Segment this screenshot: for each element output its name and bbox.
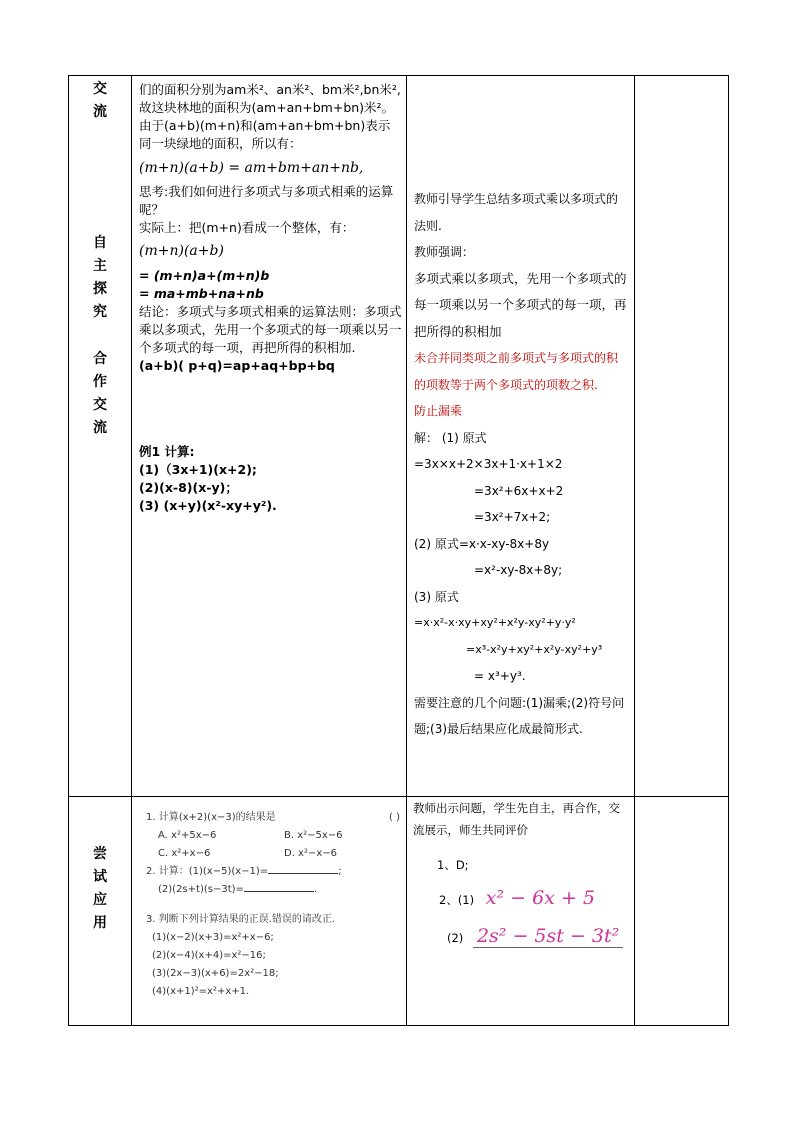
solution-1-line: =3x²+7x+2; (474, 510, 551, 524)
note-text: 未合并同类项之前多项式与多项式的积的项数等于两个多项式的项数之积. (414, 351, 619, 392)
answer-blank (268, 863, 338, 874)
prevent-text: 防止漏乘 (414, 404, 463, 418)
solution-3-line: =x·x²-x·xy+xy²+x²y-xy²+y·y² (414, 616, 576, 629)
answer-2-label: 2、(1) (439, 893, 475, 907)
example-item: (2)(x-8)(x-y)； (139, 480, 238, 495)
notes-cell (635, 797, 729, 1026)
thinking-question: 思考:我们如何进行多项式与多项式相乘的运算呢？ (139, 184, 394, 217)
same-area-text: 由于(a+b)(m+n)和(am+an+bm+bn)表示同一块绿地的面积，所以有： (139, 118, 391, 151)
question-2a: 2. 计算：(1)(x−5)(x−1)= (146, 866, 269, 877)
emphasis-label: 教师强调： (414, 245, 475, 259)
section-label-cell (69, 76, 132, 797)
exercise-image: 1. 计算(x+2)(x−3)的结果是 ( ) A. x²+5x−6 B. x²−5x−6 C. x²+x−6 D. x²−x−6 2. 计算：(1)(x−5)(x−1)= ; (2)(2s+t)(s−3t)= . 3. 判断下列计算结果的正误.错误的请改正. (1)(x−2)(x+3)=x²+x−6; (2)(x−4)(x+4)=x²−16; (3)(2x−3)(x+6)=2x²−18; (4)(x+1)²=x²+x+1. (132, 797, 406, 1001)
solution-3-line: =x³-x²y+xy²+x²y-xy²+y³ (466, 642, 603, 656)
question-3-item: (2)(x−4)(x+4)=x²−16; (152, 950, 266, 961)
teaching-content-cell (132, 76, 407, 797)
answer-2-value: x² − 6x + 5 (485, 887, 595, 909)
option-d: D. x²−x−6 (284, 848, 338, 859)
example-item: (1)（3x+1)(x+2); (139, 462, 257, 477)
exercise-cell (132, 797, 407, 1026)
solution-3-line: = x³+y³. (474, 669, 526, 683)
activity-intro: 教师出示问题，学生先自主，再合作，交流展示，师生共同评价 (413, 801, 620, 837)
solution-3-label: (3) 原式 (414, 589, 459, 604)
notes-cell (635, 76, 729, 797)
example-title: 例1 计算: (139, 444, 195, 459)
attention-text: 需要注意的几个问题:(1)漏乘;(2)符号问题;(3)最后结果应化成最简形式. (414, 695, 625, 736)
teacher-activity-cell (407, 76, 635, 797)
lesson-plan-table (68, 75, 729, 1026)
question-3: 3. 判断下列计算结果的正误.错误的请改正. (146, 914, 336, 925)
table-row (69, 76, 729, 797)
question-1: 1. 计算(x+2)(x−3)的结果是 (146, 812, 276, 823)
option-b: B. x²−5x−6 (284, 830, 343, 841)
expansion-step-1: = (m+n)a+(m+n)b (139, 268, 270, 283)
answer-1: 1、D; (437, 858, 469, 872)
answer-blank (244, 881, 314, 892)
answer-3-value: 2s² − 5st − 3t² (473, 925, 623, 948)
section-label-cell (69, 797, 132, 1026)
option-c: C. x²+x−6 (158, 848, 211, 859)
solution-2-line: (2) 原式=x·x-xy-8x+8y (414, 536, 550, 551)
answer-cell (407, 797, 635, 1026)
answer-3-label: (2) (447, 931, 464, 945)
expansion-step-2: = ma+mb+na+nb (139, 286, 264, 301)
general-formula: (a+b)( p+q)=ap+aq+bp+bq (139, 358, 335, 373)
formula-2: (m+n)(a+b) (139, 243, 224, 259)
practice-text: 实际上：把(m+n)看成一个整体，有： (139, 220, 355, 235)
solution-1-line: =3x²+6x+x+2 (474, 483, 564, 498)
question-3-item: (3)(2x−3)(x+6)=2x²−18; (152, 968, 279, 979)
conclusion-text: 结论：多项式与多项式相乘的运算法则：多项式乘以多项式，先用一个多项式的每一项乘以另一个多项式的每一项，再把所得的积相加. (139, 304, 402, 355)
question-2b: (2)(2s+t)(s−3t)= (158, 884, 244, 895)
guide-text: 教师引导学生总结多项式乘以多项式的法则. (414, 192, 619, 233)
area-intro-text: 们的面积分别为am米²、an米²、bm米²,bn米²,故这块林地的面积为(am+an+bm+bn)米²。 (139, 82, 401, 115)
solution-1-line: =3x×x+2×3x+1·x+1×2 (414, 457, 563, 471)
question-3-item: (1)(x−2)(x+3)=x²+x−6; (152, 932, 274, 943)
rule-text: 多项式乘以多项式，先用一个多项式的每一项乘以另一个多项式的每一项，再把所得的积相加 (414, 270, 627, 339)
section-label: 交 流 自 主 探 究 合 作 交 流 (93, 81, 107, 436)
section-label: 尝 试 应 用 (93, 846, 107, 931)
answer-bracket: ( ) (389, 812, 400, 823)
question-3-item: (4)(x+1)²=x²+x+1. (152, 986, 250, 997)
formula-1: (m+n)(a+b) = am+bm+an+nb, (139, 160, 364, 176)
table-row (69, 797, 729, 1026)
example-item: (3) (x+y)(x²-xy+y²). (139, 498, 277, 513)
solution-2-line: =x²-xy-8x+8y; (474, 563, 563, 577)
solution-label: 解： (1) 原式 (414, 430, 487, 445)
option-a: A. x²+5x−6 (158, 830, 217, 841)
